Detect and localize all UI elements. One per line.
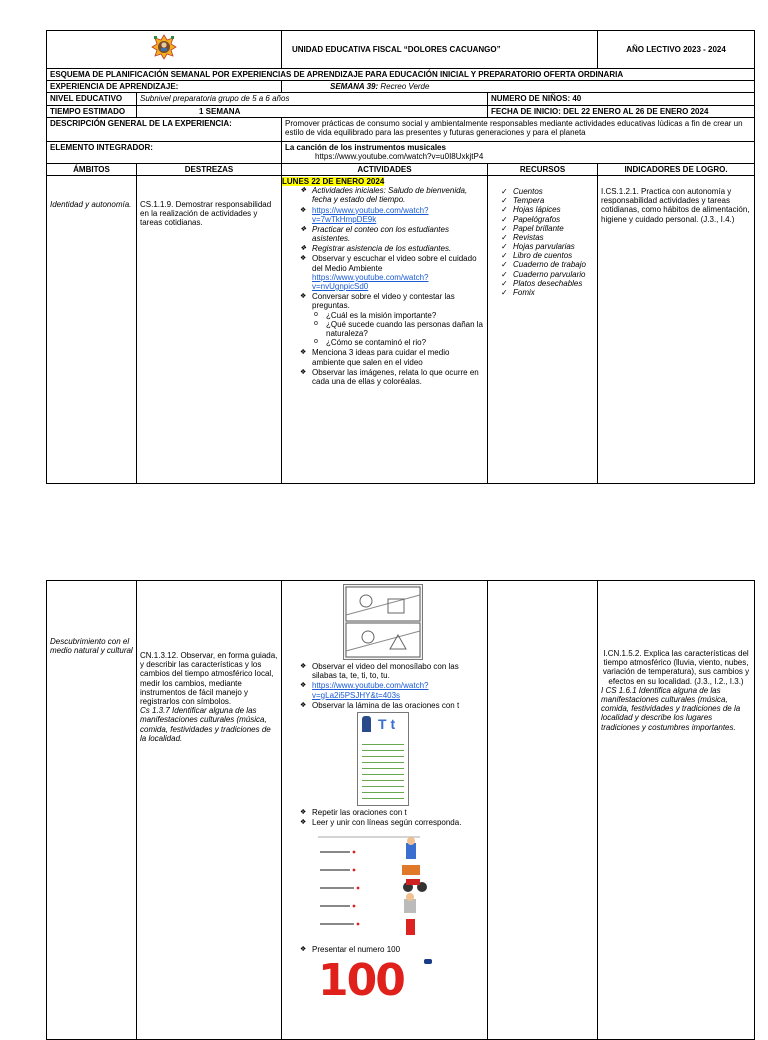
elemento-label: ELEMENTO INTEGRADOR: [47,141,282,163]
semana-value: Recreo Verde [380,82,430,92]
activity-list-3 [282,808,484,827]
fecha-label: FECHA DE INICIO: DEL 22 ENERO AL 26 DE ENERO 2024 [488,105,755,117]
resource-item: ✓ Cuaderno parvulario [513,270,594,279]
list-item: ❖ Practicar el conteo con los estudiantes asistentes. [312,225,484,243]
number-100-text: 100 [318,954,404,1006]
coloring-sheet-image [343,584,423,660]
list-item: ❖ Observar la lámina de las oraciones con t [312,701,484,710]
actividades-2 [282,581,488,1040]
question-item: o ¿Cuál es la misión importante? [326,311,484,320]
video-link-3[interactable]: https://www.youtube.com/watch?v=gLa2i5PSJHY&t=403s [312,681,429,700]
letter-t-sheet-image [357,712,409,806]
activity-list-4 [282,945,484,954]
resource-item: ✓ Platos desechables [513,279,594,288]
destreza-2-cell [137,581,282,1040]
activity-list [282,186,484,386]
list-item [312,254,484,291]
descripcion-value: Promover prácticas de consumo social y ambientalmente responsables mediante actividades educativas lúdicas a fin de crear un estilo de vida equilibrado para las presentes y futuras generaciones y para el planeta [282,117,755,141]
list-item: ❖ Presentar el numero 100 [312,945,484,954]
child-figure-icon [362,716,371,732]
nivel-value: Subnivel preparatoria grupo de 5 a 6 años [137,93,488,105]
matching-worksheet-image [310,831,460,941]
resource-item: ✓ Papel brillante [513,224,594,233]
column-headers [47,163,755,175]
experiencia-label: EXPERIENCIA DE APRENDIZAJE: [47,81,282,93]
indicador-2b: I CS 1.6.1 Identifica alguna de las manifestaciones culturales (música, comida, festividades y tradiciones de la localidad y describe los lugares tradiciones y costumbres importantes. [601,685,741,732]
school-crest-icon [151,34,177,60]
actividades-1 [282,175,488,483]
col-actividades: ACTIVIDADES [282,163,488,175]
indicador-2-cell [598,581,755,1040]
elemento-value: La canción de los instrumentos musicales [285,142,446,152]
descripcion-label: DESCRIPCIÓN GENERAL DE LA EXPERIENCIA: [47,117,282,141]
school-logo-cell [47,31,282,69]
question-item: o ¿Qué sucede cuando las personas dañan la naturaleza? [326,320,484,338]
activity-text: Conversar sobre el video y contestar las preguntas. [312,292,455,311]
activity-list-2 [282,662,484,710]
blue-dot-icon [424,959,432,964]
resource-item: ✓ Fomix [513,288,594,297]
list-item: ❖ Menciona 3 ideas para cuidar el medio ambiente que salen en el video [312,348,484,366]
table-row [47,581,755,1040]
resource-item: ✓ Revistas [513,233,594,242]
lamina-letters: T t [378,715,396,732]
sentence-lines-graphic [362,739,404,801]
col-ambitos: ÁMBITOS [47,163,137,175]
planning-table-2 [46,580,755,1040]
list-item [312,292,484,347]
col-destrezas: DESTREZAS [137,163,282,175]
elemento-url: https://www.youtube.com/watch?v=u0I8UxkjtP4 [315,151,484,161]
planning-table-1 [46,30,755,484]
resource-list [491,187,594,297]
nivel-label: NIVEL EDUCATIVO [47,93,137,105]
indicador-2a: I.CN.1.5.2. Explica las características del tiempo atmosférico (lluvia, viento, nubes, variación de temperatura), sus cambios y efectos en su localidad. (J.3., I.2., I.3.) [602,649,750,686]
ambito-1: Identidad y autonomía. [47,175,137,483]
tiempo-value: 1 SEMANA [137,105,488,117]
tiempo-label: TIEMPO ESTIMADO [47,105,137,117]
ambito-2: Descubrimiento con el medio natural y cultural [47,581,137,1040]
list-item: ❖ Actividades iniciales: Saludo de bienvenida, fecha y estado del tiempo. [312,186,484,204]
list-item: ❖ Observar las imágenes, relata lo que ocurre en cada una de ellas y coloréalas. [312,368,484,386]
resource-item: ✓ Hojas lápices [513,205,594,214]
col-recursos: RECURSOS [488,163,598,175]
resource-item: ✓ Libro de cuentos [513,251,594,260]
semana-label: SEMANA 39: [330,82,379,92]
list-item [312,681,484,699]
number-100-image [318,954,438,1006]
video-link-2[interactable]: https://www.youtube.com/watch?v=nvUgnpicSd0 [312,272,429,291]
list-item: ❖ Registrar asistencia de los estudiantes. [312,244,484,253]
question-item: o ¿Cómo se contaminó el rio? [326,338,484,347]
list-item: ❖ Repetir las oraciones con t [312,808,484,817]
ninos-label: NUMERO DE NIÑOS: 40 [488,93,755,105]
elemento-cell [282,141,755,163]
resource-item: ✓ Hojas parvularias [513,242,594,251]
recursos-2 [488,581,598,1040]
video-link-1[interactable]: https://www.youtube.com/watch?v=7wTkHmpDE9k [312,205,429,224]
col-indicadores: INDICADORES DE LOGRO. [598,163,755,175]
destreza-1: CS.1.1.9. Demostrar responsabilidad en la realización de actividades y tareas cotidianas. [137,175,282,483]
activity-text: Observar y escuchar el video sobre el cuidado del Medio Ambiente [312,254,477,273]
day-label: LUNES 22 DE ENERO 2024 [282,176,385,186]
table-row [47,175,755,483]
semana-cell [282,81,755,93]
list-item: ❖ Leer y unir con líneas según corresponda. [312,818,484,827]
question-list [312,311,484,348]
resource-item: ✓ Papelógrafos [513,215,594,224]
recursos-1 [488,175,598,483]
list-item: ❖ Observar el video del monosílabo con las silabas ta, te, ti, to, tu. [312,662,484,680]
destreza-2a: CN.1.3.12. Observar, en forma guiada, y describir las características y los cambios del tiempo atmosférico local, medir los cambios, mediante instrumentos de fácil manejo y registrarlos con símbolos. [140,651,278,706]
school-name: UNIDAD EDUCATIVA FISCAL “DOLORES CACUANGO” [282,31,598,69]
resource-item: ✓ Cuentos [513,187,594,196]
resource-item: ✓ Tempera [513,196,594,205]
list-item [312,206,484,224]
school-year: AÑO LECTIVO 2023 - 2024 [598,31,755,69]
destreza-2b: Cs 1.3.7 Identificar alguna de las manifestaciones culturales (música, comida, festividades y tradiciones de la localidad. [140,706,271,743]
resource-item: ✓ Cuaderno de trabajo [513,260,594,269]
scheme-title: ESQUEMA DE PLANIFICACIÓN SEMANAL POR EXPERIENCIAS DE APRENDIZAJE PARA EDUCACIÓN INICIAL Y PREPARATORIO OFERTA ORDINARIA [47,69,755,81]
indicador-1: I.CS.1.2.1. Practica con autonomía y responsabilidad actividades y tareas cotidianas, como hábitos de alimentación, higiene y cuidado personal. (J.3., I.4.) [598,175,755,483]
